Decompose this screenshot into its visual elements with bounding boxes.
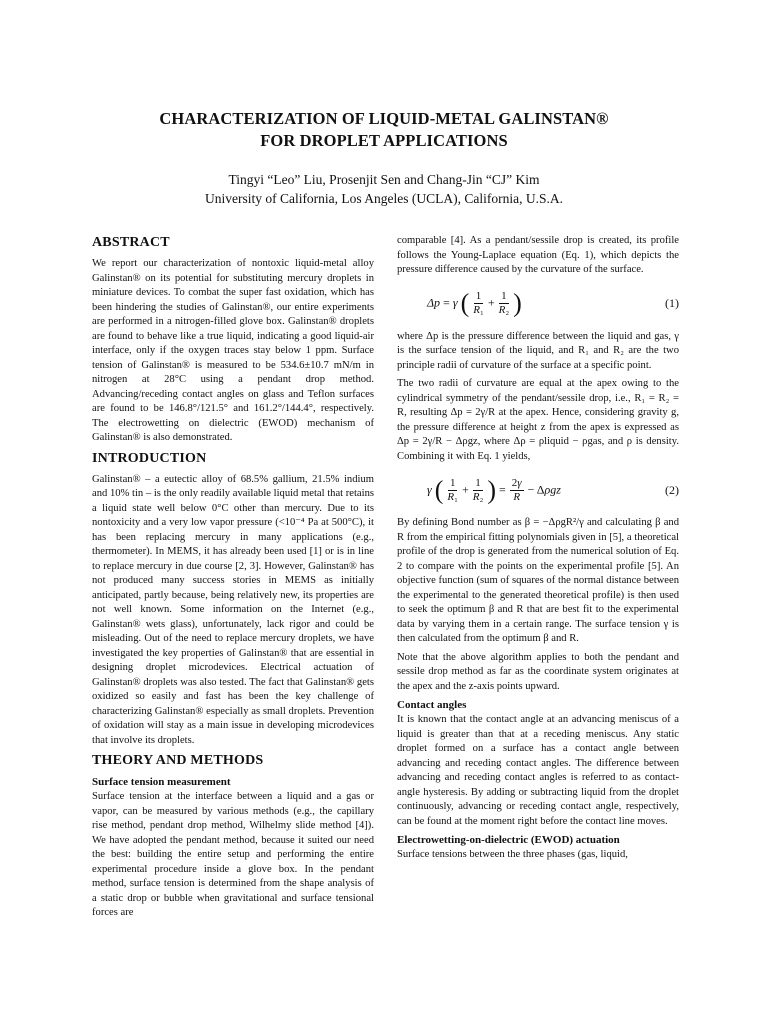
bond-number-paragraph: By defining Bond number as β = −ΔρgR²/γ and calculating β and R from the empirical fitting polynomials given in [5], a theoretical profile of the drop is generated from the numerical solution of Eq. 2 to compare with the points on the experimental profile [5]. An objective function (sum of squares of the normal distance between the experimental to the generated theoretical profile) is then used to seek the optimum β and R that are best fit to the experimental data by varying them in a certain range. The surface tension γ is then calculated from the optimum β and R. xyxy=(397,517,679,644)
introduction-heading: INTRODUCTION xyxy=(92,450,207,466)
theory-heading: THEORY AND METHODS xyxy=(92,753,264,768)
contact-angles-text: It is known that the contact angle at an advancing meniscus of a liquid is greater than that at a receding meniscus. Any static droplet formed on a surface has a contact angle between advancing and receding contact angles. The difference between advancing and receding contact angles is referred to as contact-angle hysteresis. By adding or subtracting liquid from the droplet continuously, advancing or receding contact angle, respectively, can be found at the moment right before the contact line moves. xyxy=(397,714,679,827)
algorithm-note: Note that the above algorithm applies to both the pendant and sessile drop method as far as the coordinate system originates at the apex and the z-axis points upward. xyxy=(397,651,679,692)
ewod-text: Surface tensions between the three phases (gas, liquid, xyxy=(397,849,628,860)
equation-2-body: γ ( $\frac{1}{\text{R₁}}$ + $\frac{1}{\text{R₂}}$ ) = $\frac{2\gamma}{R}$ − Δρgz xyxy=(427,474,561,504)
equation-1 xyxy=(397,282,679,326)
author-names: Tingyi “Leo” Liu, Prosenjit Sen and Chang-Jin “CJ” Kim xyxy=(228,172,540,187)
equation-2-number: (2) xyxy=(665,482,679,497)
paper-title xyxy=(0,108,768,152)
equation-1-body: Δp = γ ( $\frac{1}{\text{R₁}}$ + $\frac{1}{\text{R₂}}$ ) xyxy=(427,288,522,318)
title-line-1: CHARACTERIZATION OF LIQUID-METAL GALINSTAN® xyxy=(159,109,609,128)
equation-2 xyxy=(397,468,679,512)
equation-1-number: (1) xyxy=(665,296,679,311)
abstract-text: We report our characterization of nontoxic liquid-metal alloy Galinstan® on its potential for substituting mercury droplets in miniature devices. To combat the super fast oxidation, which has been hindering the studies of Galinstan®, our entire experiments are performed in a nitrogen-filled glove box. Galinstan® droplets are found to behave like a true liquid, indicating a good liquid-air interface, only if the oxygen traces stay below 1 ppm. Surface tension of Galinstan® is measured to be 534.6±10.7 mN/m in nitrogen at 28°C using a pendant drop method. Advancing/receding contact angles on glass and Teflon surfaces are found to be 146.8°/121.5° and 161.2°/144.4°, respectively. The electrowetting on dielectric (EWOD) mechanism of Galinstan® is also demonstrated. xyxy=(92,258,374,443)
introduction-text: Galinstan® – a eutectic alloy of 68.5% gallium, 21.5% indium and 10% tin – is the only readily available liquid metal that retains a liquid state well below 0°C other than mercury. Due to its nontoxicity and a very low vapor pressure (<10⁻⁴ Pa at 500°C), it has been replacing mercury in many applications (e.g., thermometer). In MEMS, it has already been used [1] or is in line to replace mercury in due course [2, 3]. However, Galinstan® has not produced many success stories in MEMS as initially anticipated, partly because, being relatively new, its properties are not well known. Some information on the Internet (e.g., Galinstan® wets glass), unfortunately, lack rigor and could be misleading. Out of the need to replace mercury droplets, we have investigated the key properties of Galinstan® that are essential in designing droplet microdevices. Electrical actuation of Galinstan® droplets was also tested. The fact that Galinstan® gets oxidized so easily and fast has been the key challenge of characterizing Galinstan® especially as small droplets. Prevention of oxidation will stay as a main issue in developing microdevices that involve its droplets. xyxy=(92,473,374,746)
ewod-subheading: Electrowetting-on-dielectric (EWOD) actuation xyxy=(397,834,620,846)
right-column xyxy=(397,234,679,867)
title-line-2: FOR DROPLET APPLICATIONS xyxy=(260,131,508,150)
surface-tension-text: Surface tension at the interface between a liquid and a gas or vapor, can be measured by various methods (e.g., the capillary rise method, pendant drop method, Wilhelmy slide method [4]). We have adopted the pendant method, because it suited our need the best: building the entire setup and performing the entire experimental procedure inside a glove box. In the pendant method, surface tension is determined from the shape analysis of a static drop or bubble when gravitational and surface tensional forces are xyxy=(92,791,374,918)
author-affiliation: University of California, Los Angeles (UCLA), California, U.S.A. xyxy=(204,191,564,206)
abstract-heading: ABSTRACT xyxy=(92,235,170,250)
young-laplace-intro: comparable [4]. As a pendant/sessile drop is created, its profile follows the Young-Laplace equation (Eq. 1), which depicts the pressure difference caused by the curvature of the surface. xyxy=(397,235,679,275)
author-block xyxy=(0,170,768,208)
left-column xyxy=(92,234,374,925)
radii-paragraph: The two radii of curvature are equal at the apex owing to the cylindrical symmetry of the pendant/sessile drop, i.e., R₁ = R₂ = R, resulting Δp = 2γ/R at the apex. Hence, considering gravity g, the pressure difference at height z from the apex is expressed as Δp = 2γ/R − Δρgz, where Δρ = ρliquid − ρgas, and ρ is density. Combining it with Eq. 1 yields, xyxy=(397,378,679,462)
contact-angles-subheading: Contact angles xyxy=(397,699,467,711)
equation-1-explanation: where Δp is the pressure difference between the liquid and gas, γ is the surface tension of the liquid, and R₁ and R₂ are the two principle radii of curvature of the surface at a specific point. xyxy=(397,330,679,371)
surface-tension-subheading: Surface tension measurement xyxy=(92,776,231,788)
